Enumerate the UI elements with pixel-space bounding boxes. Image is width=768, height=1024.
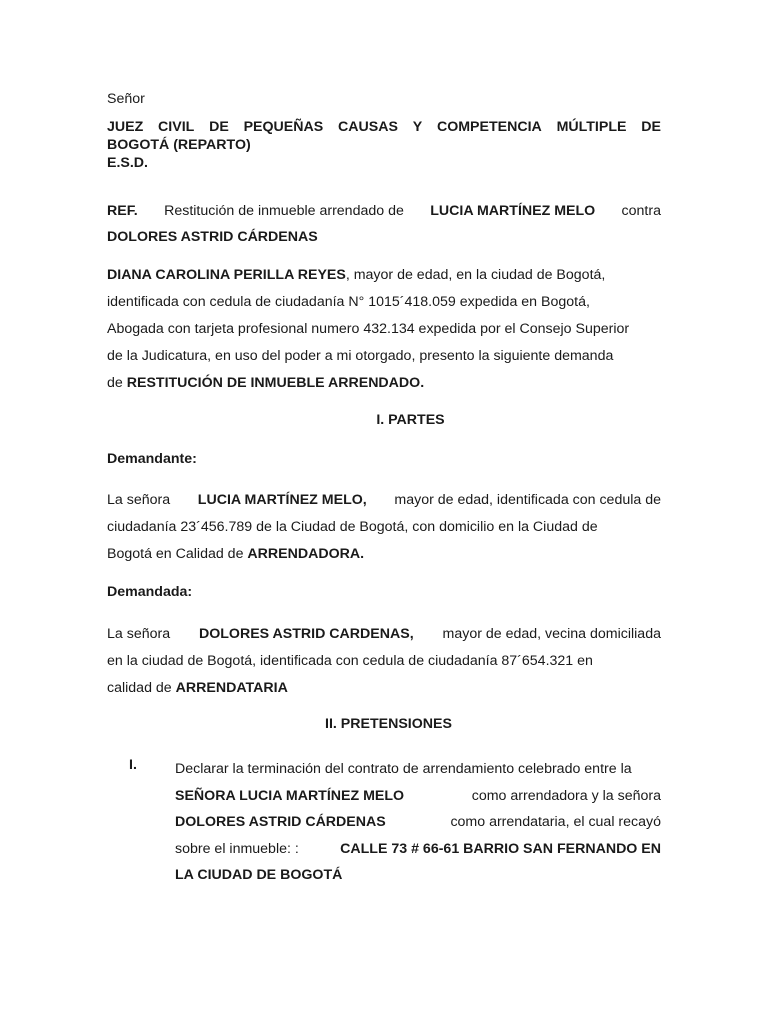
court-word: CIVIL [158, 119, 195, 135]
court-word: DE [641, 119, 661, 135]
court-addressee [107, 118, 661, 172]
demandada-label: Demandada: [107, 584, 193, 600]
demandada-l1-pre: La señora [107, 626, 171, 642]
demandada-l3-pre: calidad de [107, 680, 172, 696]
ref-line-1 [107, 198, 661, 224]
ref-text-a: Restitución de inmueble arrendado de [164, 203, 404, 219]
demandante-line-2: ciudadanía 23´456.789 de la Ciudad de Bogotá, con domicilio en la Ciudad de [107, 519, 598, 535]
ref-defendant: DOLORES ASTRID CÁRDENAS [107, 229, 318, 245]
court-line-3: E.S.D. [107, 155, 148, 171]
intro-line-5 [107, 370, 661, 397]
court-word: DE [209, 119, 229, 135]
reference [107, 198, 661, 250]
intro-line-1 [107, 262, 661, 289]
intro-line-3: Abogada con tarjeta profesional numero 432.134 expedida por el Consejo Superior [107, 321, 630, 337]
claim-l2-post: como arrendadora y la señora [471, 787, 661, 804]
attorney-name: DIANA CAROLINA PERILLA REYES [107, 267, 346, 283]
demandada-l1-post: mayor de edad, vecina domiciliada [442, 626, 661, 642]
demandante-l3-pre: Bogotá en Calidad de [107, 546, 244, 562]
section-heading-pretensiones: II. PRETENSIONES [325, 716, 452, 732]
demandante-role: ARRENDADORA. [247, 546, 365, 562]
property-city: LA CIUDAD DE BOGOTÁ [175, 867, 343, 883]
claim-l3-post: como arrendataria, el cual recayó [450, 814, 661, 830]
claim-number: I. [129, 757, 137, 773]
ref-text-b: contra [621, 203, 661, 219]
demandada-role: ARRENDATARIA [175, 680, 288, 696]
court-word: JUEZ [107, 119, 144, 135]
salutation-text: Señor [107, 91, 145, 107]
demand-type: RESTITUCIÓN DE INMUEBLE ARRENDADO. [126, 375, 425, 391]
salutation [107, 91, 661, 107]
court-word: COMPETENCIA [436, 119, 542, 135]
claim-line-2 [175, 783, 661, 810]
ref-plaintiff: LUCIA MARTÍNEZ MELO [430, 203, 596, 219]
demandante-paragraph [107, 487, 661, 568]
intro-line-4: de la Judicatura, en uso del poder a mi otorgado, presento la siguiente demanda [107, 348, 614, 364]
property-address: CALLE 73 # 66-61 BARRIO SAN FERNANDO EN [340, 840, 661, 857]
intro-l5-pre: de [107, 375, 123, 391]
court-word: PEQUEÑAS [243, 119, 324, 135]
demandante-l1-post: mayor de edad, identificada con cedula de [394, 492, 661, 508]
section-heading-partes: I. PARTES [376, 412, 445, 428]
demandante-l1-pre: La señora [107, 492, 171, 508]
court-word: Y [412, 119, 423, 135]
claim-plaintiff: SEÑORA LUCIA MARTÍNEZ MELO [175, 787, 405, 804]
demandada-line-2: en la ciudad de Bogotá, identificada con cedula de ciudadanía 87´654.321 en [107, 653, 593, 669]
demandada-line-3 [107, 675, 661, 702]
claim-line-3 [175, 809, 661, 836]
claim-paragraph [175, 756, 661, 889]
intro-l1-rest: , mayor de edad, en la ciudad de Bogotá, [345, 267, 606, 283]
claim-l4-pre: sobre el inmueble: : [175, 840, 299, 857]
court-word: MÚLTIPLE [556, 119, 627, 135]
claim-line-1: Declarar la terminación del contrato de arrendamiento celebrado entre la [175, 761, 632, 777]
demandada-line-1 [107, 621, 661, 648]
court-line-1 [107, 118, 661, 136]
demandada-paragraph [107, 621, 661, 702]
demandante-line-1 [107, 487, 661, 514]
intro-paragraph [107, 262, 661, 397]
court-word: CAUSAS [338, 119, 398, 135]
demandante-name: LUCIA MARTÍNEZ MELO, [197, 492, 367, 508]
ref-label: REF. [107, 203, 138, 219]
demandada-name: DOLORES ASTRID CARDENAS, [198, 626, 414, 642]
claim-defendant: DOLORES ASTRID CÁRDENAS [175, 814, 386, 830]
claim-line-4 [175, 836, 661, 863]
demandante-line-3 [107, 541, 661, 568]
intro-line-2: identificada con cedula de ciudadanía N° 1015´418.059 expedida en Bogotá, [107, 294, 590, 310]
demandante-label: Demandante: [107, 451, 197, 467]
court-line-2: BOGOTÁ (REPARTO) [107, 137, 251, 153]
